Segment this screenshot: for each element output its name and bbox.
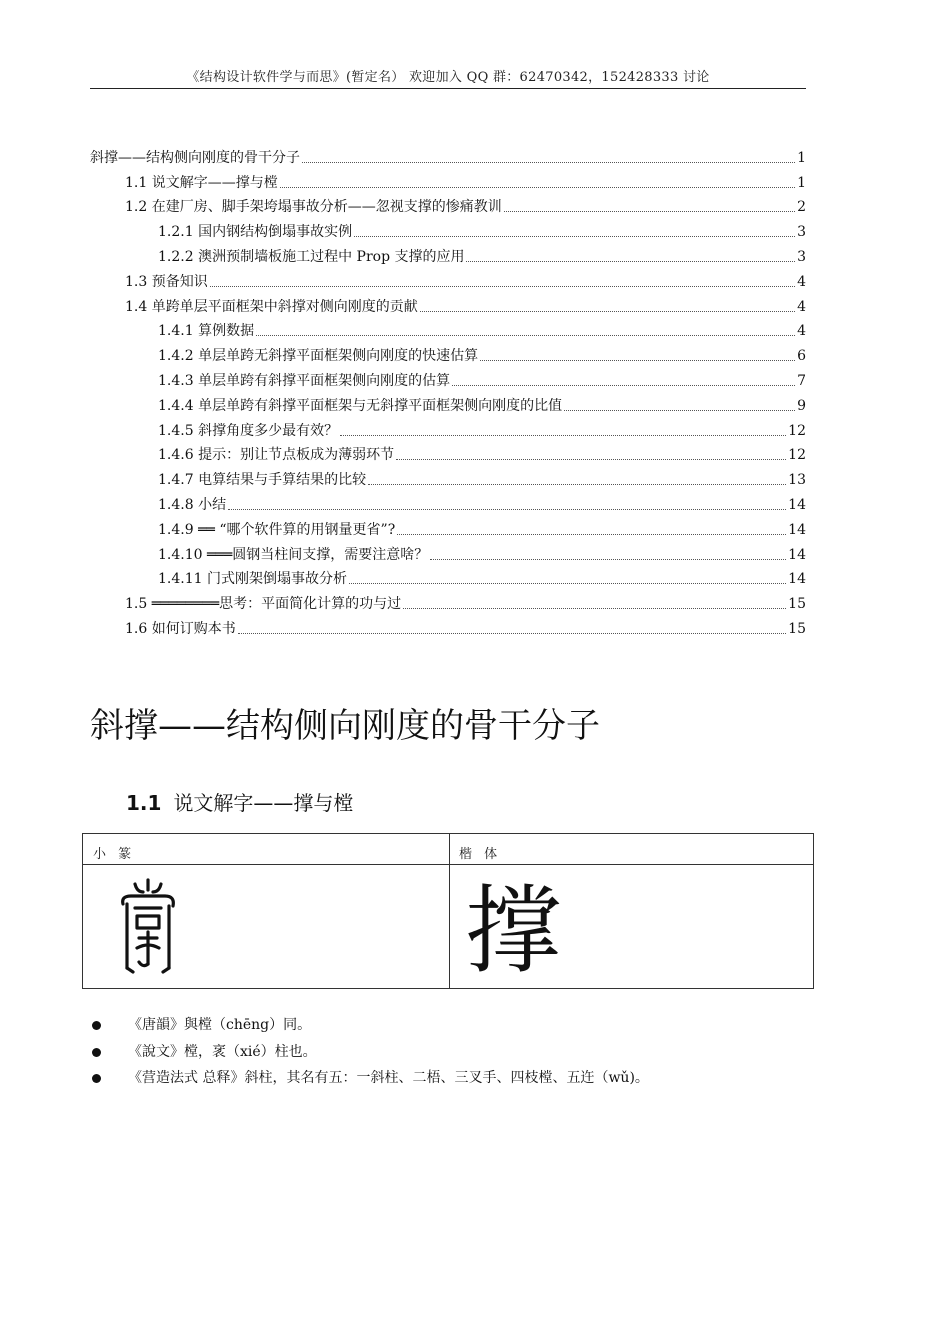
bullet-icon xyxy=(92,1021,101,1030)
toc-leader-dots xyxy=(420,311,795,312)
table-of-contents xyxy=(90,142,806,638)
toc-entry-label: 1.5 ════════思考：平面简化计算的功与过 xyxy=(125,596,402,613)
toc-leader-dots xyxy=(403,608,786,609)
list-item xyxy=(90,1068,806,1095)
toc-leader-dots xyxy=(349,583,786,584)
toc-entry[interactable] xyxy=(90,390,806,415)
section-number: 1.1 xyxy=(126,791,162,815)
toc-leader-dots xyxy=(480,360,795,361)
toc-entry-page: 14 xyxy=(788,571,806,588)
toc-entry-label: 1.4.1 算例数据 xyxy=(158,323,255,340)
toc-entry-page: 14 xyxy=(788,521,806,538)
toc-leader-dots xyxy=(397,534,786,535)
bullet-icon xyxy=(92,1074,101,1083)
toc-entry-label: 1.4.11 门式刚架倒塌事故分析 xyxy=(158,571,347,588)
toc-entry-label: 1.4.6 提示：别让节点板成为薄弱环节 xyxy=(158,447,395,464)
toc-entry[interactable] xyxy=(90,440,806,465)
toc-entry-label: 1.4.3 单层单跨有斜撑平面框架侧向刚度的估算 xyxy=(158,372,451,389)
toc-entry-page: 1 xyxy=(797,149,806,166)
regular-script-cheng-text: 撑 xyxy=(465,878,561,978)
toc-entry[interactable] xyxy=(90,192,806,217)
toc-entry-label: 1.4.10 ═══圆钢当柱间支撑，需要注意啥？ xyxy=(158,546,429,563)
toc-entry-page: 12 xyxy=(788,447,806,464)
toc-leader-dots xyxy=(354,236,795,237)
toc-entry[interactable] xyxy=(90,241,806,266)
toc-leader-dots xyxy=(256,335,795,336)
toc-entry-page: 9 xyxy=(797,397,806,414)
toc-entry-label: 1.4.9 ══ “哪个软件算的用钢量更省”? xyxy=(158,521,396,538)
toc-leader-dots xyxy=(466,261,795,262)
toc-entry-page: 13 xyxy=(788,472,806,489)
toc-leader-dots xyxy=(504,211,795,212)
toc-entry-label: 1.3 预备知识 xyxy=(125,273,208,290)
toc-entry[interactable] xyxy=(90,415,806,440)
toc-entry-page: 15 xyxy=(788,596,806,613)
toc-entry-label: 1.4 单跨单层平面框架中斜撑对侧向刚度的贡献 xyxy=(125,298,418,315)
toc-entry-page: 4 xyxy=(797,298,806,315)
toc-leader-dots xyxy=(228,509,786,510)
character-table xyxy=(82,833,814,989)
toc-leader-dots xyxy=(280,187,795,188)
toc-entry-label: 1.4.8 小结 xyxy=(158,496,227,513)
toc-entry-label: 1.4.5 斜撑角度多少最有效？ xyxy=(158,422,339,439)
toc-leader-dots xyxy=(210,286,795,287)
toc-entry[interactable] xyxy=(90,588,806,613)
toc-entry[interactable] xyxy=(90,613,806,638)
list-item xyxy=(90,1015,806,1042)
toc-entry[interactable] xyxy=(90,564,806,589)
list-item-text: 《唐韻》與樘（chēng）同。 xyxy=(128,1017,312,1033)
toc-leader-dots xyxy=(430,559,786,560)
toc-entry-page: 6 xyxy=(797,348,806,365)
toc-entry[interactable] xyxy=(90,216,806,241)
toc-entry-page: 3 xyxy=(797,248,806,265)
toc-entry-page: 4 xyxy=(797,273,806,290)
toc-leader-dots xyxy=(340,435,786,436)
toc-entry-label: 斜撑——结构侧向刚度的骨干分子 xyxy=(90,149,300,166)
toc-entry-page: 15 xyxy=(788,620,806,637)
section-title: 说文解字——撑与樘 xyxy=(173,791,354,815)
toc-entry-page: 7 xyxy=(797,372,806,389)
toc-leader-dots xyxy=(238,633,786,634)
toc-entry[interactable] xyxy=(90,142,806,167)
toc-entry-page: 12 xyxy=(788,422,806,439)
running-header: 《结构设计软件学与而思》(暂定名） 欢迎加入 QQ 群：62470342，152428333 讨论 xyxy=(186,70,710,85)
character-table-header-row xyxy=(83,834,813,865)
toc-entry-page: 1 xyxy=(797,174,806,191)
toc-entry-label: 1.2 在建厂房、脚手架垮塌事故分析——忽视支撑的惨痛教训 xyxy=(125,199,502,216)
toc-entry[interactable] xyxy=(90,489,806,514)
character-table-divider xyxy=(449,834,450,988)
toc-leader-dots xyxy=(452,385,795,386)
seal-script-header: 小 篆 xyxy=(93,847,136,862)
chapter-title: 斜撑——结构侧向刚度的骨干分子 xyxy=(90,706,600,746)
toc-entry-label: 1.2.2 澳洲预制墙板施工过程中 Prop 支撑的应用 xyxy=(158,248,465,265)
toc-entry[interactable] xyxy=(90,539,806,564)
toc-entry[interactable] xyxy=(90,340,806,365)
bullet-icon xyxy=(92,1048,101,1057)
toc-entry[interactable] xyxy=(90,316,806,341)
toc-entry[interactable] xyxy=(90,514,806,539)
toc-entry[interactable] xyxy=(90,167,806,192)
section-heading xyxy=(126,787,353,816)
toc-entry[interactable] xyxy=(90,266,806,291)
toc-entry-label: 1.4.7 电算结果与手算结果的比较 xyxy=(158,472,367,489)
toc-entry-label: 1.1 说文解字——撑与樘 xyxy=(125,174,278,191)
toc-entry-label: 1.2.1 国内钢结构倒塌事故实例 xyxy=(158,224,353,241)
toc-entry-page: 2 xyxy=(797,199,806,216)
regular-script-header: 楷 体 xyxy=(459,847,502,862)
toc-entry-label: 1.4.4 单层单跨有斜撑平面框架与无斜撑平面框架侧向刚度的比值 xyxy=(158,397,563,414)
toc-entry-label: 1.4.2 单层单跨无斜撑平面框架侧向刚度的快速估算 xyxy=(158,348,479,365)
toc-entry-page: 14 xyxy=(788,546,806,563)
seal-script-cheng-glyph-icon xyxy=(113,876,183,976)
list-item-text: 《說文》樘，衺（xié）柱也。 xyxy=(128,1043,317,1060)
quotation-list xyxy=(90,1015,806,1095)
toc-leader-dots xyxy=(564,410,795,411)
regular-script-cheng-glyph xyxy=(465,878,575,978)
list-item-text: 《营造法式 总释》斜柱，其名有五：一斜柱、二梧、三叉手、四枝樘、五迕（wǔ)。 xyxy=(128,1070,649,1086)
toc-entry[interactable] xyxy=(90,365,806,390)
toc-leader-dots xyxy=(368,484,786,485)
toc-entry-label: 1.6 如何订购本书 xyxy=(125,620,236,637)
toc-entry-page: 3 xyxy=(797,224,806,241)
toc-entry-page: 4 xyxy=(797,323,806,340)
toc-leader-dots xyxy=(302,162,795,163)
toc-leader-dots xyxy=(396,459,786,460)
header-rule xyxy=(90,88,806,89)
toc-entry[interactable] xyxy=(90,291,806,316)
toc-entry[interactable] xyxy=(90,464,806,489)
list-item xyxy=(90,1042,806,1069)
toc-entry-page: 14 xyxy=(788,496,806,513)
